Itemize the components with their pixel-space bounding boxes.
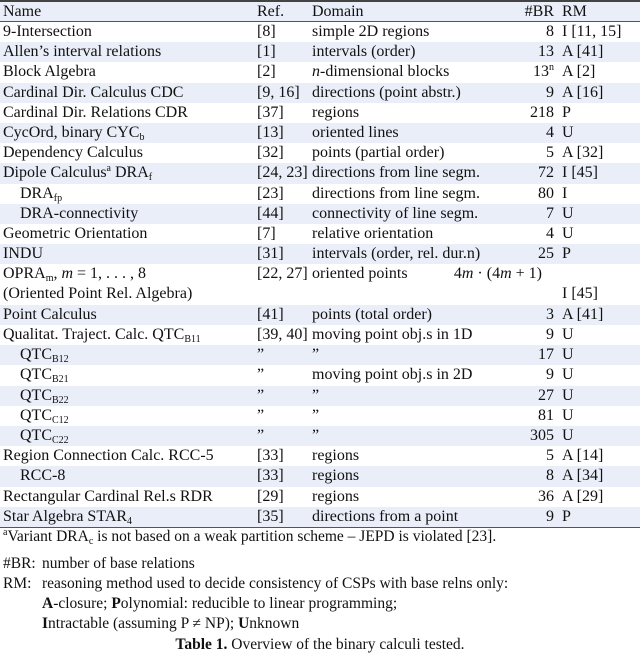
text-segment: P [111,595,121,612]
table-row [0,143,640,163]
domain [312,407,319,425]
domain [312,43,416,61]
base-relations-count [538,43,554,61]
reasoning-method: U [562,366,574,384]
domain [312,23,429,41]
domain [312,144,444,162]
table-row [0,123,640,143]
text-segment: m [500,265,512,283]
caption-label: Table 1. [175,636,228,653]
text-segment: directions from line segm. [312,184,480,202]
base-relations-count [538,346,554,364]
table-row [0,446,640,466]
text-segment: 27 [538,386,554,404]
text-segment: c [88,536,94,547]
text-segment: Variant DRA [7,528,89,545]
text-segment: regions [312,447,360,465]
reasoning-method: I [45] [562,285,598,303]
text-segment: QTC [20,366,52,384]
header-name: Name [3,3,42,20]
text-segment: = 1, . . . , 8 [73,265,147,283]
text-segment: OPRA [3,265,46,283]
text-segment: directions from a point [312,507,459,525]
text-segment: Dependency Calculus [3,144,143,162]
calculus-name [3,245,43,263]
base-relations-count [538,488,554,506]
reasoning-method: U [562,406,574,424]
text-segment: reasoning method used to decide consistency of CSPs with base relns only: [42,575,509,592]
calculus-name [3,124,144,142]
calculus-name [3,63,96,81]
text-segment: Rectangular Cardinal Rel.s RDR [3,487,213,505]
calculus-name [3,84,183,102]
calculus-name [3,508,132,526]
reference: ” [257,346,265,364]
domain [312,366,472,384]
reference: [41] [257,305,284,323]
text-segment: 13 [533,63,549,81]
reference: [8] [257,23,276,40]
reasoning-method: A [29] [562,487,604,505]
base-relations-count [538,185,554,203]
base-relations-count [538,164,554,182]
reference: [13] [257,124,284,141]
text-segment: connectivity of line segm. [312,204,479,222]
base-relations-count [546,144,554,162]
caption-text: Overview of the binary calculi tested. [227,636,465,653]
reference: [35] [257,507,284,525]
reasoning-method: I [45] [562,164,598,182]
calculus-name [20,407,69,425]
text-segment: Qualitat. Traject. Calc. QTC [3,326,185,343]
reasoning-method: A [32] [562,144,604,162]
legend-br-label: #BR: [3,555,36,572]
text-segment: 9-Intersection [3,23,92,40]
text-segment: relative orientation [312,225,434,242]
reference: [9, 16] [257,83,300,101]
table-row [0,305,640,325]
reference: ” [257,386,265,404]
reasoning-method: U [562,346,574,364]
reasoning-method: A [2] [562,63,596,81]
text-segment: Point Calculus [3,305,97,323]
text-segment: f [148,172,153,184]
text-segment: QTC [20,427,52,444]
text-segment: moving point obj.s in 2D [312,366,473,384]
reasoning-method: A [16] [562,83,604,101]
calculus-name [3,104,188,122]
reference: ” [257,406,265,424]
text-segment: points (total order) [312,305,432,323]
table-header [0,2,640,21]
table-row [0,204,640,224]
table-row [0,386,640,406]
table-row [0,83,640,103]
calculus-name [3,265,146,283]
text-segment: 7 [546,204,554,222]
text-segment: INDU [3,245,43,263]
legend-rm-line1 [42,575,508,593]
legend-rm-label: RM: [3,575,32,592]
text-segment: b [139,132,145,143]
base-relations-count [546,447,554,465]
domain [312,245,480,263]
reference: [1] [257,43,276,61]
table-row [0,345,640,365]
text-segment: intervals (order) [312,43,416,61]
text-segment: Cardinal Dir. Calculus CDC [3,83,184,101]
table-row [0,406,640,426]
reference: [44] [257,204,284,222]
calculus-name [20,185,62,203]
text-segment: QTC [20,346,52,364]
text-segment: DRA-connectivity [20,204,139,222]
text-segment: 218 [530,103,554,121]
calculus-name [3,326,201,344]
reference: [24, 23] [257,164,308,182]
text-segment: , [53,265,62,283]
calculus-name [20,366,69,384]
domain [312,447,359,465]
reference: [23] [257,184,284,202]
base-relations-count [538,407,554,425]
text-segment: 17 [538,346,554,364]
text-segment: 5 [546,447,554,465]
domain [312,164,480,182]
base-relations-count [546,205,554,223]
text-segment: 81 [538,406,554,424]
domain [312,185,480,203]
base-relations-count [546,326,554,344]
text-segment: C12 [52,414,69,426]
table-row [0,365,640,385]
base-relations-count [546,366,554,384]
calculus-name [3,488,213,506]
reasoning-method: P [562,245,571,263]
table-row [0,325,640,345]
domain [312,225,433,243]
text-segment: 305 [530,427,554,444]
calculus-name [3,225,147,243]
domain [312,427,319,445]
text-segment: DRA [111,164,149,182]
table-row [0,244,640,264]
text-segment: 3 [546,305,554,323]
reasoning-method: P [562,507,571,525]
reference: [31] [257,245,284,263]
text-segment: CycOrd, binary CYC [3,124,140,141]
text-segment: ” [312,406,320,424]
reasoning-method: A [14] [562,447,604,465]
text-segment: directions (point abstr.) [312,83,461,101]
text-segment: 36 [538,487,554,505]
domain [312,265,408,283]
legend-rm-line2 [42,595,397,613]
calculus-name-line2: (Oriented Point Rel. Algebra) [3,285,193,303]
calculus-name [3,144,143,162]
base-relations-count [454,265,542,283]
text-segment: 25 [538,245,554,263]
calculus-name [3,43,161,61]
text-segment: n [549,62,554,74]
text-segment: A [42,595,54,612]
text-segment: I [42,615,49,632]
text-segment: QTC [20,386,52,404]
text-segment: regions [312,467,360,485]
text-segment: ” [312,386,320,404]
domain [312,124,399,142]
text-segment: Cardinal Dir. Relations CDR [3,103,188,121]
legend-br-text: number of base relations [42,555,195,572]
reference: [39, 40] [257,326,308,343]
reasoning-method: U [562,326,574,343]
domain [312,467,359,485]
table-row [0,42,640,62]
text-segment: 4 [546,124,554,141]
base-relations-count [546,23,554,41]
text-segment: B12 [52,354,69,366]
domain [312,508,458,526]
domain [312,84,461,102]
table-caption [0,636,640,654]
calculus-name [20,387,69,405]
text-segment: Region Connection Calc. RCC-5 [3,447,214,465]
reference: [37] [257,103,284,121]
base-relations-count [530,104,554,122]
text-segment: Geometric Orientation [3,225,148,242]
base-relations-count [546,508,554,526]
text-segment: 5 [546,144,554,162]
table-row [0,507,640,527]
text-segment: 9 [546,507,554,525]
text-segment: simple 2D regions [312,23,430,40]
calculus-name [3,23,92,41]
text-segment: Star Algebra STAR [3,507,128,525]
table-row [0,466,640,486]
text-segment: a [3,527,8,538]
text-segment: 80 [538,184,554,202]
text-segment: RCC-8 [20,467,66,485]
calculus-name [20,205,138,223]
text-segment: B21 [52,374,69,386]
text-segment: 8 [546,23,554,40]
domain [312,205,478,223]
reference: ” [257,366,265,384]
text-segment: C22 [52,435,69,446]
calculus-name [20,346,69,364]
base-relations-count [546,124,554,142]
header-domain: Domain [312,3,364,20]
text-segment: DRA [20,184,54,202]
text-segment: 4 [127,515,133,527]
text-segment: 9 [546,366,554,384]
calculus-name [20,427,69,445]
reference: [32] [257,144,284,162]
base-relations-count [546,84,554,102]
domain [312,488,359,506]
text-segment: m [61,265,74,283]
header-br: #BR [524,3,554,20]
text-segment: ” [312,346,320,364]
reasoning-method: I [562,184,568,202]
table-row [0,184,640,204]
reference: [22, 27] [257,265,308,283]
calculus-name [20,467,65,485]
text-segment: regions [312,487,360,505]
base-relations-count [533,63,554,81]
reasoning-method: I [11, 15] [562,23,622,40]
reasoning-method: A [41] [562,43,604,61]
text-segment: m [461,265,474,283]
reference: [33] [257,467,284,485]
text-segment: nknown [249,615,300,632]
text-segment: fp [53,192,63,204]
header-ref: Ref. [257,3,285,20]
domain [312,346,319,364]
table-row [0,62,640,82]
footnote [3,528,496,546]
base-relations-count [530,427,554,445]
text-segment: B11 [184,334,201,345]
text-segment: oriented points [312,265,408,283]
table-row [0,163,640,183]
domain [312,63,449,81]
table-row [0,22,640,42]
calculus-name [3,447,214,465]
text-segment: 9 [546,83,554,101]
text-segment: n [312,63,320,81]
reference: ” [257,427,265,444]
text-segment: ” [312,427,320,444]
base-relations-count [546,306,554,324]
text-segment: U [238,615,250,632]
text-segment: -closure; [53,595,112,612]
legend-rm-line3 [42,615,299,633]
text-segment: QTC [20,406,52,424]
text-segment: olynomial: reducible to linear programming; [120,595,398,612]
text-segment: 72 [538,164,554,182]
text-segment: a [106,163,111,175]
reasoning-method: U [562,225,574,242]
reasoning-method: P [562,103,571,121]
text-segment: m [45,273,54,285]
text-segment: Allen’s interval relations [3,43,162,61]
text-segment: Dipole Calculus [3,164,107,182]
reference: [2] [257,63,276,81]
text-segment: 9 [546,326,554,343]
text-segment: -dimensional blocks [320,63,450,81]
text-segment: + 1) [511,265,542,283]
text-segment: B22 [52,394,69,406]
calculus-name [3,306,97,324]
text-segment: 4 [453,265,462,283]
text-segment: 8 [546,467,554,485]
table-row [0,224,640,244]
text-segment: ntractable (assuming P ≠ NP); [48,615,239,632]
base-relations-count [538,387,554,405]
reasoning-method: U [562,386,574,404]
text-segment: intervals (order, rel. dur.n) [312,245,481,263]
text-segment: oriented lines [312,124,399,141]
text-segment: regions [312,103,360,121]
table-row [0,426,640,446]
base-relations-count [546,467,554,485]
reference: [7] [257,225,276,242]
table-row [0,487,640,507]
reasoning-method: A [34] [562,467,604,485]
table-row [0,103,640,123]
text-segment: 13 [538,43,554,61]
text-segment: 4 [546,225,554,242]
text-segment: moving point obj.s in 1D [312,326,473,343]
reasoning-method: U [562,427,574,444]
text-segment: is not based on a weak partition scheme – JEPD is violated [23]. [93,528,497,545]
text-segment: directions from line segm. [312,164,480,182]
domain [312,326,472,344]
text-segment: points (partial order) [312,144,445,162]
domain [312,306,432,324]
domain [312,104,359,122]
calculus-name [3,164,152,182]
reference: [33] [257,447,284,465]
domain [312,387,319,405]
base-relations-count [546,225,554,243]
base-relations-count [538,245,554,263]
reasoning-method: U [562,124,574,141]
reasoning-method: U [562,204,574,222]
reference: [29] [257,487,284,505]
header-rm: RM [562,3,587,20]
text-segment: · (4 [473,265,501,283]
table-row [0,264,640,304]
reasoning-method: A [41] [562,305,604,323]
text-segment: Block Algebra [3,63,96,81]
